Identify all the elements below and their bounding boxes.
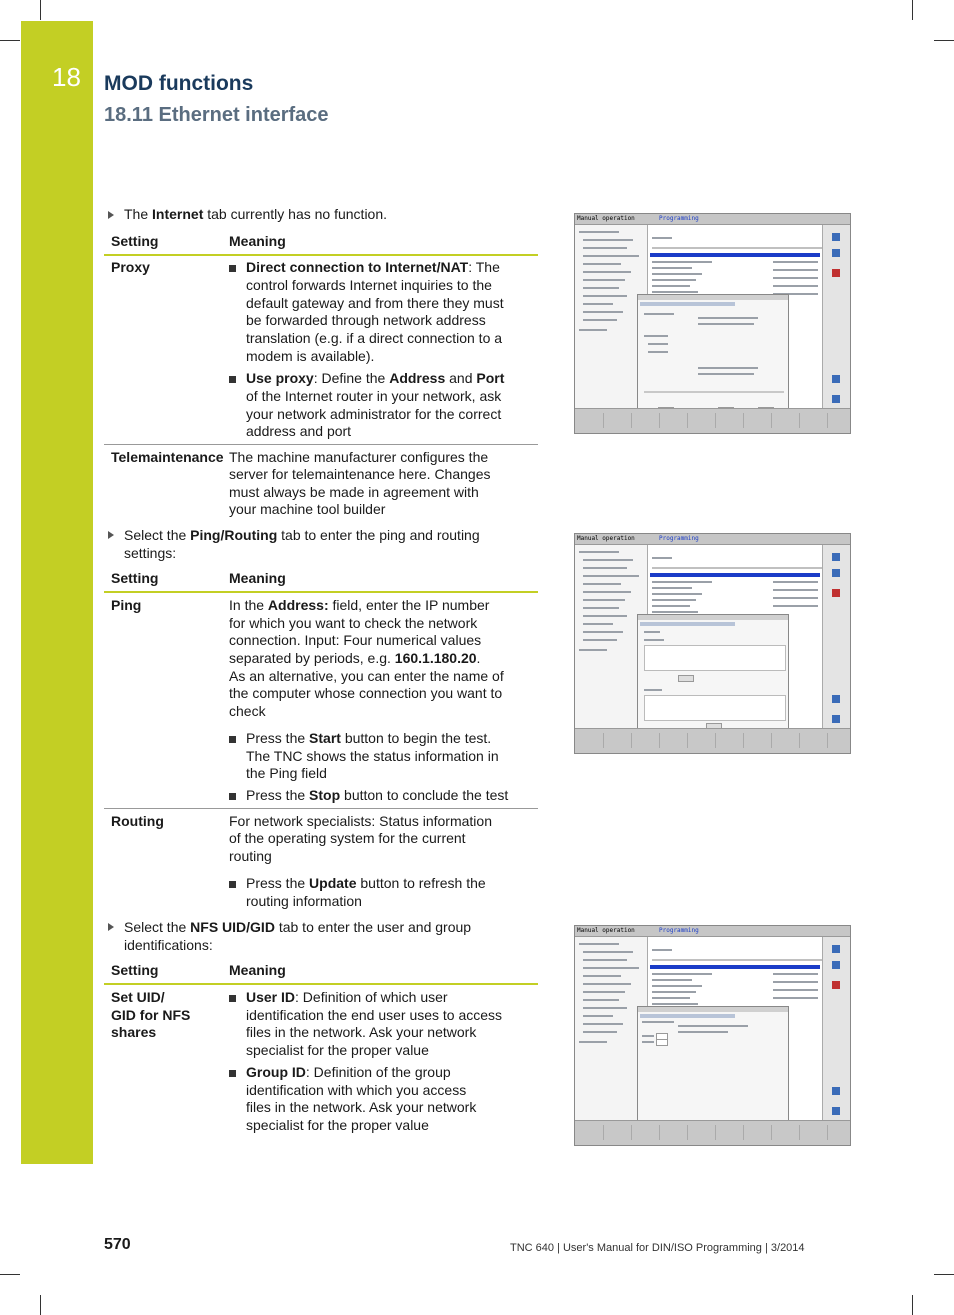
tab-programming: Programming — [659, 927, 699, 934]
bullet-icon — [229, 265, 236, 272]
text-line: for which you want to check the network — [229, 615, 478, 631]
arrow-right-icon — [108, 211, 114, 219]
setting-telemaintenance: Telemaintenance — [111, 449, 224, 465]
routing-update-line: Press the Update button to refresh the — [246, 875, 486, 891]
crop-mark — [40, 0, 41, 20]
text-line: be forwarded through network address — [246, 312, 486, 328]
intro-ping-line2: settings: — [124, 545, 177, 561]
screenshot-internet-tab — [574, 213, 851, 434]
ethernet-settings-dialog — [637, 614, 789, 744]
screen-header — [575, 534, 850, 545]
status-panel — [822, 225, 850, 409]
crop-mark — [912, 0, 913, 20]
ping-stop-line: Press the Stop button to conclude the test — [246, 787, 509, 803]
ping-address-line: In the Address: field, enter the IP number — [229, 597, 490, 613]
text-line: files in the network. Ask your network — [246, 1099, 477, 1115]
text-line: routing information — [246, 893, 362, 909]
arrow-right-icon — [108, 923, 114, 931]
text-line: translation (e.g. if a direct connection to a — [246, 330, 503, 346]
text-line: the computer whose connection you want to — [229, 685, 503, 701]
table-header-setting: Setting — [111, 233, 159, 249]
text-line: identification the end user uses to access — [246, 1007, 503, 1023]
setting-nfs-line: Set UID/ — [111, 989, 165, 1005]
table-header-meaning: Meaning — [229, 570, 286, 586]
setting-nfs-line: GID for NFS — [111, 1007, 191, 1023]
crop-mark — [0, 40, 20, 41]
row-divider — [104, 808, 538, 809]
status-panel — [822, 545, 850, 729]
tab-manual-operation: Manual operation — [577, 927, 635, 934]
text-line: of the Internet router in your network, ask — [246, 388, 502, 404]
text-line: of the operating system for the current — [229, 830, 466, 846]
setting-nfs-line: shares — [111, 1024, 157, 1040]
nfs-user-line: User ID: Definition of which user — [246, 989, 448, 1005]
softkey-bar — [575, 408, 850, 433]
status-panel — [822, 937, 850, 1121]
text-line: your machine tool builder — [229, 501, 386, 517]
table-header-rule — [104, 983, 538, 985]
softkey-bar — [575, 1120, 850, 1145]
text-line: connection. Input: Four numerical values — [229, 632, 482, 648]
chapter-number: 18 — [52, 62, 81, 92]
text-line: modem is available). — [246, 348, 375, 364]
setting-proxy: Proxy — [111, 259, 150, 275]
screen-header — [575, 926, 850, 937]
ethernet-settings-dialog — [637, 1006, 789, 1136]
intro-ping: Select the Ping/Routing tab to enter the ping and routing — [124, 527, 480, 543]
chapter-title: MOD functions — [104, 72, 254, 95]
text-line: The machine manufacturer configures the — [229, 449, 489, 465]
crop-mark — [934, 40, 954, 41]
bullet-icon — [229, 995, 236, 1002]
text-line: identification with which you access — [246, 1082, 467, 1098]
section-title: 18.11 Ethernet interface — [104, 104, 329, 126]
tab-manual-operation: Manual operation — [577, 535, 635, 542]
crop-mark — [0, 1274, 20, 1275]
table-header-rule — [104, 591, 538, 593]
table-header-rule — [104, 254, 538, 256]
table-header-meaning: Meaning — [229, 962, 286, 978]
tab-manual-operation: Manual operation — [577, 215, 635, 222]
intro-nfs-line2: identifications: — [124, 937, 213, 953]
ping-start-line: Press the Start button to begin the test. — [246, 730, 492, 746]
text-line: routing — [229, 848, 272, 864]
proxy-direct-line: Direct connection to Internet/NAT: The — [246, 259, 500, 275]
text-line: address and port — [246, 423, 352, 439]
text-line: specialist for the proper value — [246, 1117, 429, 1133]
setting-ping: Ping — [111, 597, 142, 613]
bullet-icon — [229, 1070, 236, 1077]
text-line: specialist for the proper value — [246, 1042, 429, 1058]
text-line: check — [229, 703, 266, 719]
bullet-icon — [229, 376, 236, 383]
softkey-bar — [575, 728, 850, 753]
bullet-icon — [229, 736, 236, 743]
text-line: The TNC shows the status information in — [246, 748, 499, 764]
text-line: your network administrator for the correct — [246, 406, 502, 422]
screenshot-nfs-uid-gid-tab — [574, 925, 851, 1146]
crop-mark — [40, 1295, 41, 1315]
screen-header — [575, 214, 850, 225]
proxy-use-line: Use proxy: Define the Address and Port — [246, 370, 505, 386]
tab-programming: Programming — [659, 535, 699, 542]
footer-text: TNC 640 | User's Manual for DIN/ISO Programming | 3/2014 — [510, 1242, 805, 1254]
page-number: 570 — [104, 1236, 131, 1253]
text-line: the Ping field — [246, 765, 327, 781]
table-header-setting: Setting — [111, 962, 159, 978]
ethernet-settings-dialog — [637, 294, 789, 424]
table-header-setting: Setting — [111, 570, 159, 586]
chapter-sidebar — [21, 21, 93, 1164]
ping-example-line: separated by periods, e.g. 160.1.180.20. — [229, 650, 481, 666]
text-line: must always be made in agreement with — [229, 484, 479, 500]
text-line: For network specialists: Status information — [229, 813, 492, 829]
bullet-icon — [229, 793, 236, 800]
table-header-meaning: Meaning — [229, 233, 286, 249]
tab-programming: Programming — [659, 215, 699, 222]
text-line: files in the network. Ask your network — [246, 1024, 477, 1040]
text-line: server for telemaintenance here. Changes — [229, 466, 491, 482]
row-divider — [104, 444, 538, 445]
crop-mark — [912, 1295, 913, 1315]
text-line: As an alternative, you can enter the name of — [229, 668, 504, 684]
crop-mark — [934, 1274, 954, 1275]
arrow-right-icon — [108, 531, 114, 539]
setting-routing: Routing — [111, 813, 164, 829]
text-line: control forwards Internet inquiries to the — [246, 277, 492, 293]
nfs-group-line: Group ID: Definition of the group — [246, 1064, 451, 1080]
intro-internet: The Internet tab currently has no function. — [124, 206, 388, 222]
text-line: default gateway and from there they must — [246, 295, 504, 311]
screenshot-ping-routing-tab — [574, 533, 851, 754]
bullet-icon — [229, 881, 236, 888]
intro-nfs: Select the NFS UID/GID tab to enter the user and group — [124, 919, 472, 935]
